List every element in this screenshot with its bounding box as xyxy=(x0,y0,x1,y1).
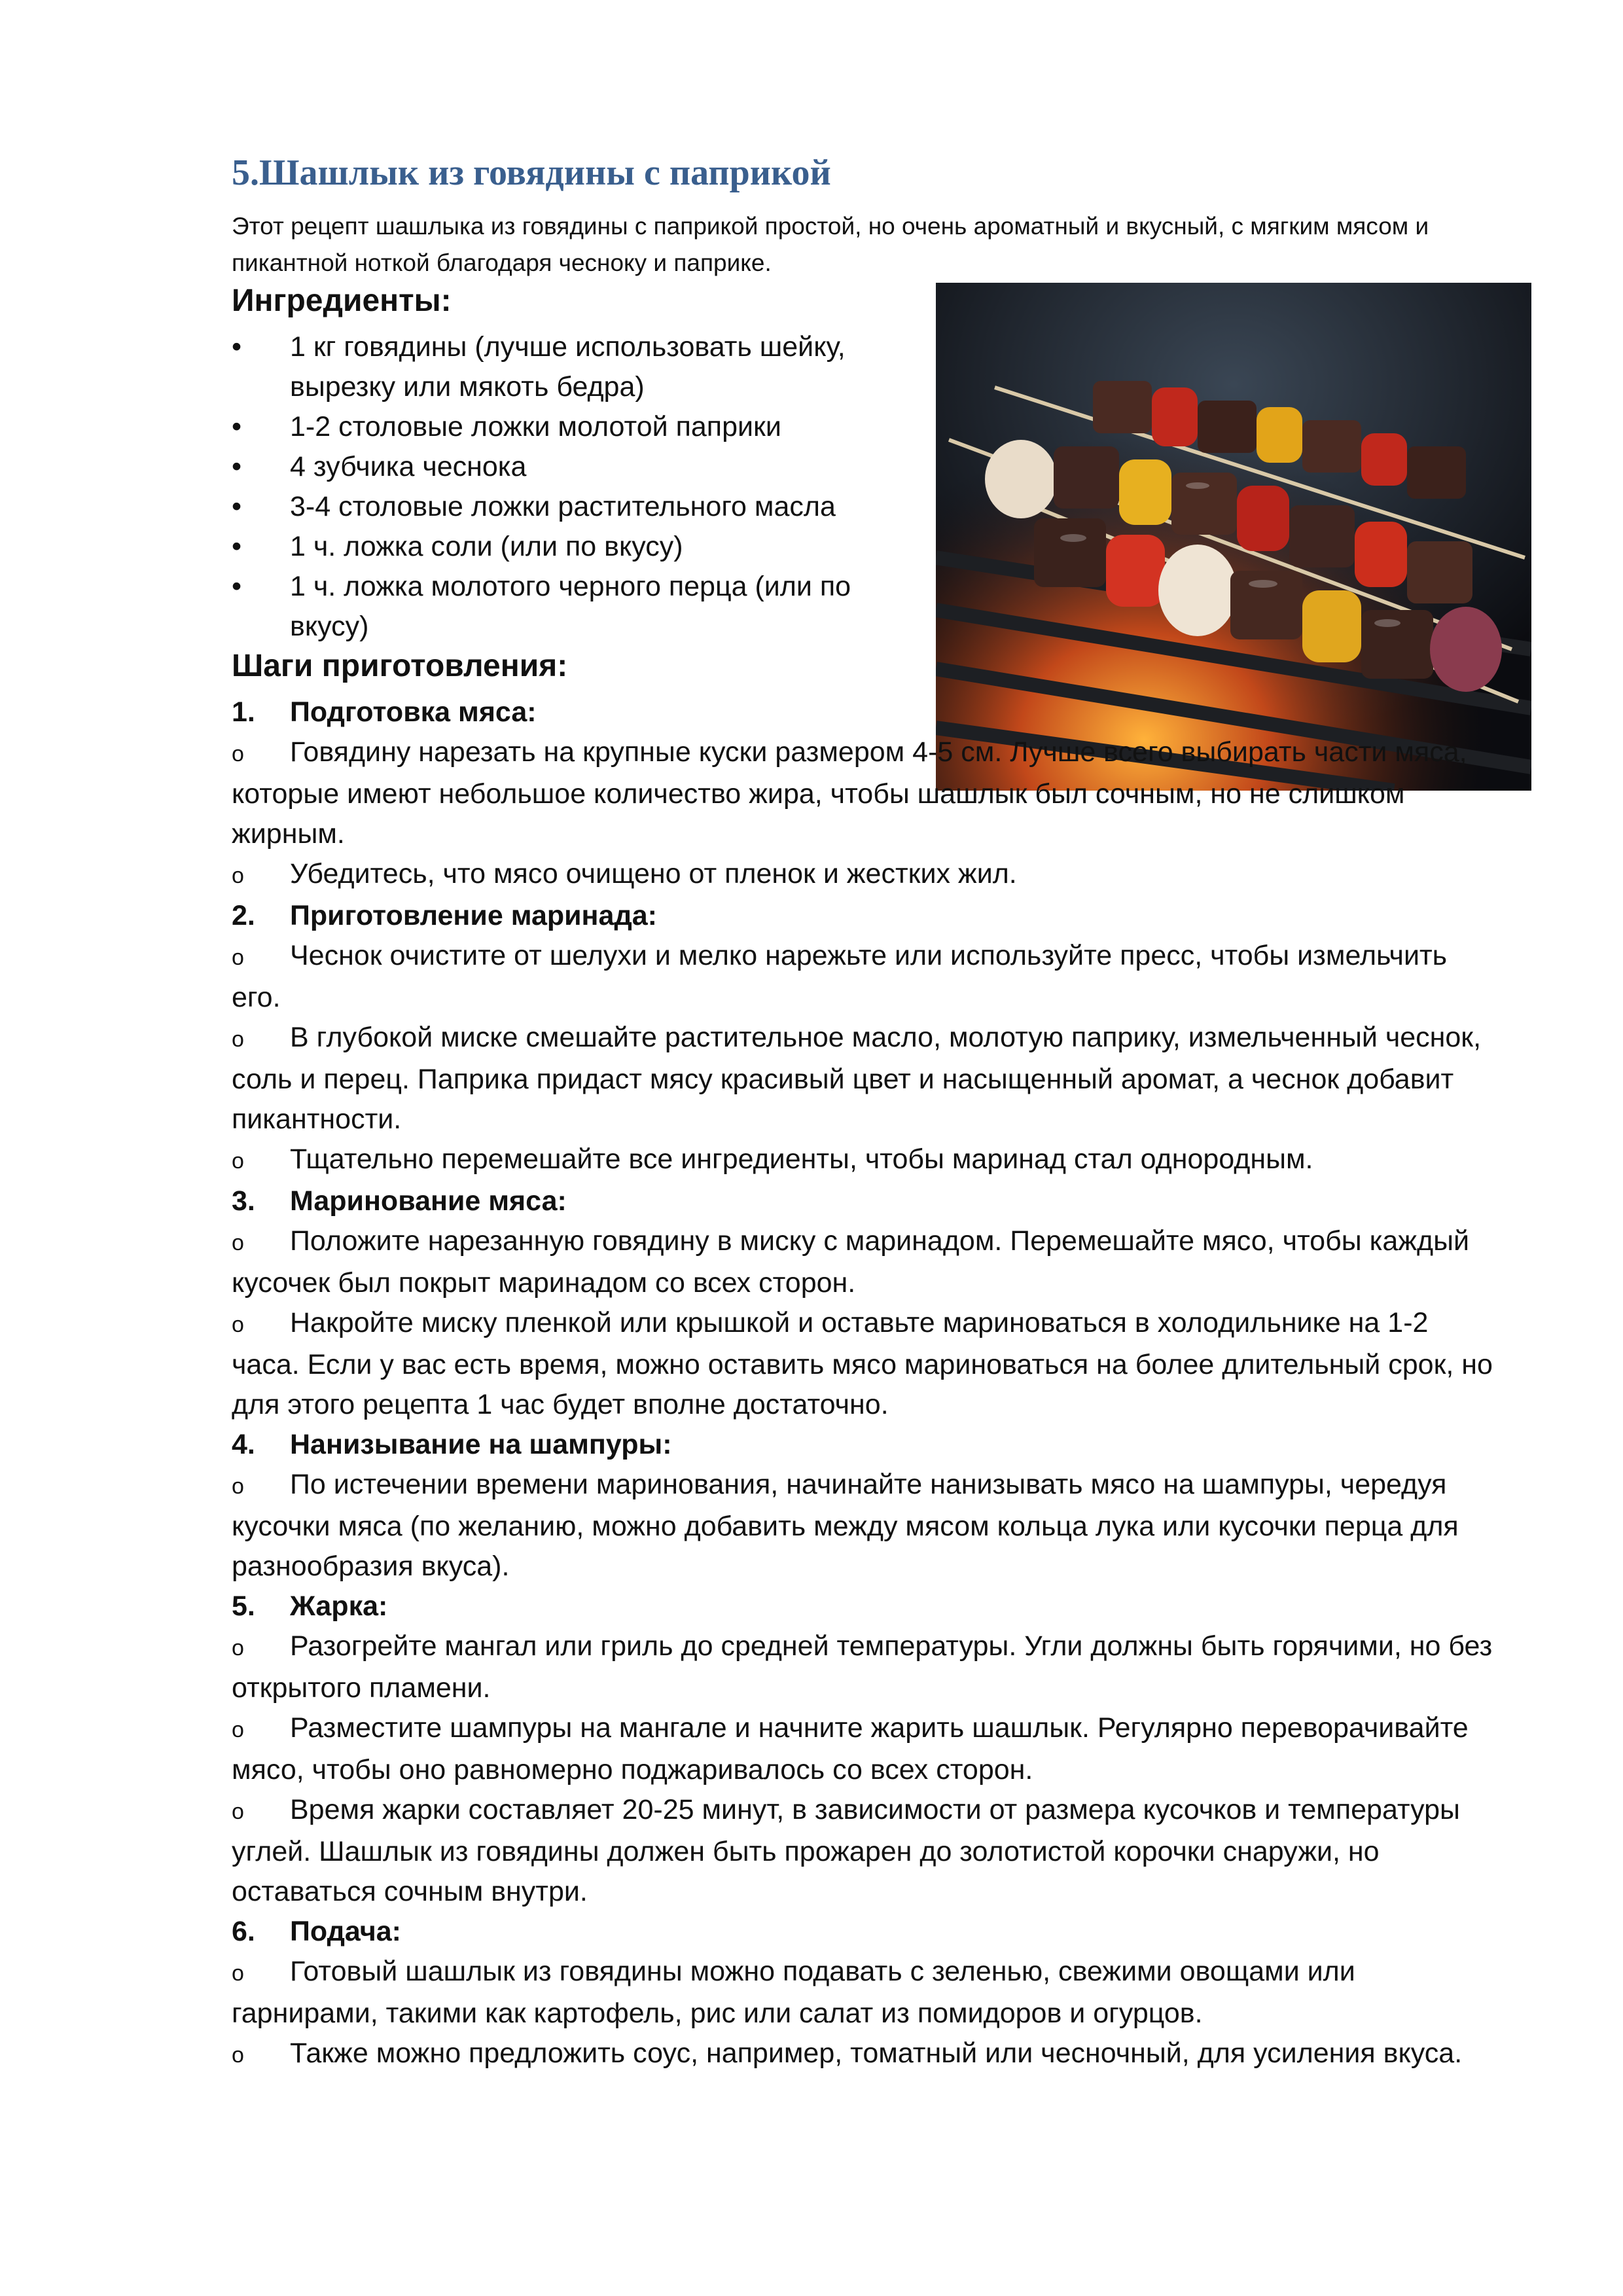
step-item: o Разместите шампуры на мангале и начните жарить шашлык. Регулярно переворачивайте мясо, чтобы оно равномерно поджаривалось со всех сторон. xyxy=(232,1708,1495,1790)
circle-marker-icon: o xyxy=(232,1961,244,1986)
ingredient-item: • 4 зубчика чеснока xyxy=(232,447,899,487)
circle-marker-icon: o xyxy=(232,1799,244,1824)
bullet-icon: • xyxy=(232,531,242,562)
recipe-intro: Этот рецепт шашлыка из говядины с паприкой простой, но очень ароматный и вкусный, с мягким мясом и пикантной ноткой благодаря чесноку и паприке. xyxy=(232,213,1429,276)
step-item: o Разогрейте мангал или гриль до средней температуры. Угли должны быть горячими, но без открытого пламени. xyxy=(232,1626,1495,1708)
step-item: o Накройте миску пленкой или крышкой и оставьте мариноваться в холодильнике на 1-2 часа. Если у вас есть время, можно оставить мясо мариноваться на более длительный срок, но для этого рецепта 1 час будет вполне достаточно. xyxy=(232,1303,1495,1425)
circle-marker-icon: o xyxy=(232,945,244,970)
step xyxy=(232,1912,1495,2075)
circle-marker-icon: o xyxy=(232,1149,244,1174)
ingredient-item: • 3-4 столовые ложки растительного масла xyxy=(232,487,899,527)
step-item: o Время жарки составляет 20-25 минут, в зависимости от размера кусочков и температуры углей. Шашлык из говядины должен быть прожарен до золотистой корочки снаружи, но оставаться сочным внутри. xyxy=(232,1790,1495,1912)
bullet-icon: • xyxy=(232,451,242,482)
step-item: o В глубокой миске смешайте растительное масло, молотую паприку, измельченный чеснок, соль и перец. Паприка придаст мясу красивый цвет и насыщенный аромат, а чеснок добавит пикантности. xyxy=(232,1018,1495,1139)
step-item: o Тщательно перемешайте все ингредиенты, чтобы маринад стал однородным. xyxy=(232,1139,1495,1181)
step-title: 1. Подготовка мяса: xyxy=(232,696,537,728)
step-title: 4. Нанизывание на шампуры: xyxy=(232,1429,672,1460)
circle-marker-icon: o xyxy=(232,1230,244,1255)
step-item: o Готовый шашлык из говядины можно подавать с зеленью, свежими овощами или гарнирами, такими как картофель, рис или салат из помидоров и огурцов. xyxy=(232,1952,1495,2034)
step-item: o По истечении времени маринования, начинайте нанизывать мясо на шампуры, чередуя кусочки мяса (по желанию, можно добавить между мясом кольца лука или кусочки перца для разнообразия вкуса). xyxy=(232,1465,1495,1587)
step-item: o Положите нарезанную говядину в миску с маринадом. Перемешайте мясо, чтобы каждый кусочек был покрыт маринадом со всех сторон. xyxy=(232,1221,1495,1303)
step xyxy=(232,1587,1495,1912)
ingredient-item: • 1 кг говядины (лучше использовать шейку, вырезку или мякоть бедра) xyxy=(232,327,899,407)
step-item: o Убедитесь, что мясо очищено от пленок и жестких жил. xyxy=(232,854,1495,896)
step-title: 6. Подача: xyxy=(232,1916,401,1947)
ingredients-heading: Ингредиенты: xyxy=(232,283,452,318)
circle-marker-icon: o xyxy=(232,1717,244,1742)
bullet-icon: • xyxy=(232,571,242,602)
bullet-icon: • xyxy=(232,411,242,442)
circle-marker-icon: o xyxy=(232,1312,244,1337)
step xyxy=(232,1181,1495,1425)
circle-marker-icon: o xyxy=(232,742,244,766)
step-item: o Говядину нарезать на крупные куски размером 4-5 см. Лучше всего выбирать части мяса, которые имеют небольшое количество жира, чтобы шашлык был сочным, но не слишком жирным. xyxy=(232,732,1495,854)
step-title: 5. Жарка: xyxy=(232,1590,388,1622)
step-title: 2. Приготовление маринада: xyxy=(232,900,657,931)
ingredients-list xyxy=(232,327,899,647)
recipe-title: 5.Шашлык из говядины с паприкой xyxy=(232,152,831,193)
step xyxy=(232,1425,1495,1587)
bullet-icon: • xyxy=(232,491,242,522)
ingredient-item: • 1-2 столовые ложки молотой паприки xyxy=(232,407,899,447)
step xyxy=(232,692,1495,896)
circle-marker-icon: o xyxy=(232,863,244,888)
bullet-icon: • xyxy=(232,331,242,363)
step-item: o Также можно предложить соус, например, томатный или чесночный, для усиления вкуса. xyxy=(232,2034,1495,2075)
step-title: 3. Маринование мяса: xyxy=(232,1185,567,1217)
ingredient-item: • 1 ч. ложка молотого черного перца (или по вкусу) xyxy=(232,567,899,647)
ingredient-item: • 1 ч. ложка соли (или по вкусу) xyxy=(232,527,899,567)
circle-marker-icon: o xyxy=(232,2043,244,2068)
steps-heading: Шаги приготовления: xyxy=(232,649,568,683)
step-item: o Чеснок очистите от шелухи и мелко нарежьте или используйте пресс, чтобы измельчить его. xyxy=(232,936,1495,1018)
circle-marker-icon: o xyxy=(232,1474,244,1499)
circle-marker-icon: o xyxy=(232,1636,244,1660)
step xyxy=(232,896,1495,1181)
steps-list xyxy=(232,692,1495,2075)
circle-marker-icon: o xyxy=(232,1027,244,1052)
